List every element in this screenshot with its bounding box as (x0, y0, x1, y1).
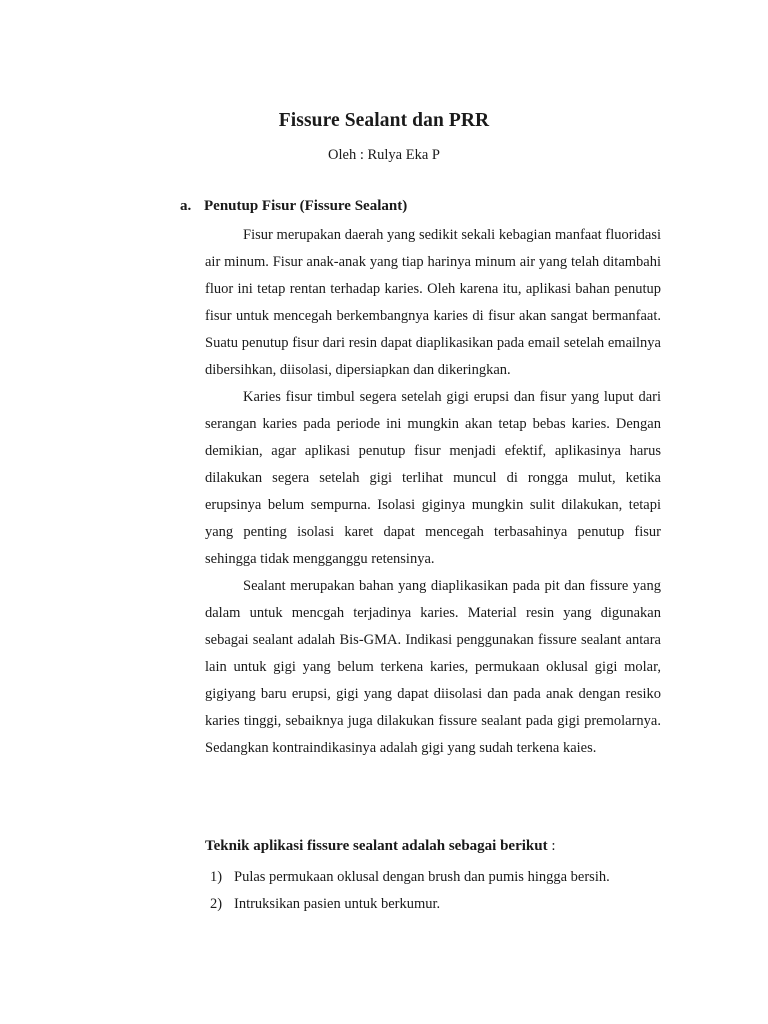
section-heading (180, 198, 407, 215)
subheading-text: Teknik aplikasi fissure sealant adalah sebagai berikut (205, 838, 548, 854)
steps-list (210, 864, 610, 918)
list-number: 2) (210, 896, 223, 912)
section-marker: a. (180, 198, 192, 214)
document-author: Oleh : Rulya Eka P (328, 147, 440, 163)
paragraph: Sealant merupakan bahan yang diaplikasikan pada pit dan fissure yang dalam untuk mencgah terjadinya karies. Material resin yang digunakan sebagai sealant adalah Bis-GMA. Indikasi penggunakan fissure sealant antara lain untuk gigi yang belum terkena karies, permukaan oklusal gigi molar, gigiyang baru erupsi, gigi yang dapat diisolasi dan pada anak dengan resiko karies tinggi, sebaiknya juga dilakukan fissure sealant pada gigi premolarnya. Sedangkan kontraindikasinya adalah gigi yang sudah terkena kaies. (205, 578, 661, 756)
subheading (205, 838, 556, 855)
section-body (205, 222, 661, 762)
paragraph: Fisur merupakan daerah yang sedikit sekali kebagian manfaat fluoridasi air minum. Fisur anak-anak yang tiap harinya minum air yang telah ditambahi fluor ini tetap rentan terhadap karies. Oleh karena itu, aplikasi bahan penutup fisur untuk mencegah berkembangnya karies di fisur akan sangat bermanfaat. Suatu penutup fisur dari resin dapat diaplikasikan pada email setelah emailnya dibersihkan, diisolasi, dipersiapkan dan dikeringkan. (205, 227, 661, 378)
document-title: Fissure Sealant dan PRR (278, 110, 490, 131)
list-number: 1) (210, 869, 223, 885)
list-text: Intruksikan pasien untuk berkumur. (234, 896, 441, 912)
list-item (210, 891, 610, 918)
list-item (210, 864, 610, 891)
subheading-suffix: : (547, 838, 556, 854)
paragraph: Karies fisur timbul segera setelah gigi erupsi dan fisur yang luput dari serangan karies pada periode ini mungkin akan tetap bebas karies. Dengan demikian, agar aplikasi penutup fisur menjadi efektif, aplikasinya harus dilakukan segera setelah gigi terlihat muncul di rongga mulut, ketika erupsinya belum sempurna. Isolasi giginya mungkin sulit dilakukan, tetapi yang penting isolasi karet dapat mencegah terbasahinya penutup fisur sehingga tidak mengganggu retensinya. (205, 389, 661, 567)
section-title: Penutup Fisur (Fissure Sealant) (204, 198, 408, 214)
list-text: Pulas permukaan oklusal dengan brush dan pumis hingga bersih. (234, 869, 610, 885)
